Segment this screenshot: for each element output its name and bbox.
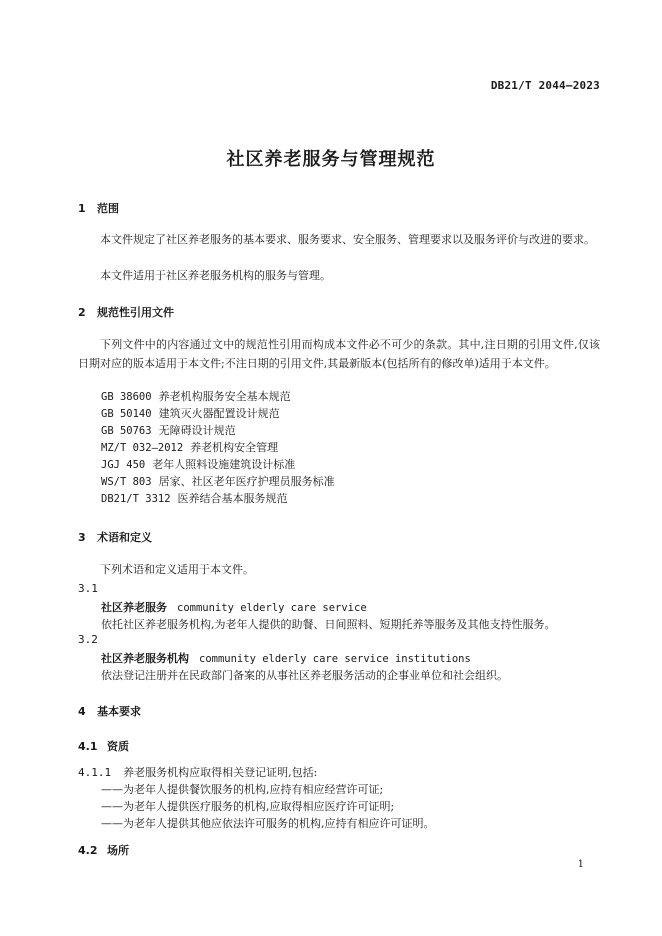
document-title: 社区养老服务与管理规范 — [226, 149, 436, 170]
section-title: 规范性引用文件 — [97, 306, 174, 319]
term-definition: 依法登记注册并在民政部门备案的从事社区养老服务活动的企事业单位和社会组织。 — [101, 669, 508, 682]
subsection-title: 场所 — [107, 844, 129, 857]
term-en: community elderly care service institutions — [199, 653, 471, 665]
list-item: ——为老年人提供餐饮服务的机构,应持有相应经营许可证; — [101, 783, 384, 796]
term-number: 3.2 — [78, 633, 98, 646]
section-3-paragraph-1: 下列术语和定义适用于本文件。 — [100, 563, 254, 576]
subsection-number: 4.2 — [78, 844, 98, 857]
reference-code: GB 50140 — [101, 408, 152, 420]
reference-item — [101, 490, 288, 508]
reference-code: WS/T 803 — [101, 476, 152, 488]
section-title: 术语和定义 — [97, 531, 152, 544]
reference-name: 建筑灭火器配置设计规范 — [158, 407, 280, 420]
reference-name: 养老机构服务安全基本规范 — [158, 390, 291, 403]
list-item: ——为老年人提供医疗服务的机构,应取得相应医疗许可证明; — [101, 800, 395, 813]
section-1-paragraph-2: 本文件适用于社区养老服务机构的服务与管理。 — [100, 269, 331, 282]
section-1-heading — [78, 200, 119, 216]
term-heading — [101, 650, 471, 666]
reference-item — [101, 388, 291, 406]
section-title: 基本要求 — [97, 705, 141, 718]
document-code: DB21/T 2044—2023 — [490, 79, 600, 92]
reference-name: 居家、社区老年医疗护理员服务标准 — [158, 475, 335, 488]
term-en: community elderly care service — [177, 602, 367, 614]
reference-item — [101, 456, 295, 474]
reference-code: GB 38600 — [101, 391, 152, 403]
clause-number: 4.1.1 — [78, 766, 112, 779]
section-number: 4 — [78, 705, 86, 718]
reference-item — [101, 422, 236, 440]
term-heading — [101, 599, 367, 615]
section-4-heading — [78, 703, 141, 719]
section-2-paragraph-1: 下列文件中的内容通过文中的规范性引用而构成本文件必不可少的条款。其中,注日期的引用文件,仅该日期对应的版本适用于本文件;不注日期的引用文件,其最新版本(包括所有的修改单)适用于本文件。 — [78, 338, 600, 370]
subsection-title: 资质 — [107, 740, 129, 753]
reference-name: 养老机构安全管理 — [190, 441, 279, 454]
reference-name: 无障碍设计规范 — [158, 424, 236, 437]
list-item: ——为老年人提供其他应依法许可服务的机构,应持有相应许可证明。 — [101, 817, 435, 830]
subsection-number: 4.1 — [78, 740, 98, 753]
reference-name: 医养结合基本服务规范 — [177, 492, 288, 505]
term-definition: 依托社区养老服务机构,为老年人提供的助餐、日间照料、短期托养等服务及其他支持性服务。 — [101, 618, 556, 631]
reference-item — [101, 473, 335, 491]
section-title: 范围 — [97, 202, 119, 215]
subsection-4-2-heading — [78, 842, 129, 858]
reference-code: GB 50763 — [101, 425, 152, 437]
clause-text: 养老服务机构应取得相关登记证明,包括: — [123, 766, 318, 779]
term-zh: 社区养老服务 — [101, 601, 167, 614]
section-1-paragraph-1: 本文件规定了社区养老服务的基本要求、服务要求、安全服务、管理要求以及服务评价与改进的要求。 — [100, 233, 595, 246]
clause-4-1-1 — [78, 764, 317, 780]
subsection-4-1-heading — [78, 738, 129, 754]
term-number: 3.1 — [78, 582, 98, 595]
section-3-heading — [78, 529, 152, 545]
section-number: 1 — [78, 202, 86, 215]
reference-code: DB21/T 3312 — [101, 493, 171, 505]
reference-item — [101, 405, 280, 423]
reference-item — [101, 439, 278, 457]
section-number: 2 — [78, 306, 86, 319]
section-number: 3 — [78, 531, 86, 544]
page-number: 1 — [577, 859, 584, 870]
reference-code: MZ/T 032—2012 — [101, 442, 184, 454]
reference-code: JGJ 450 — [101, 459, 146, 471]
section-2-heading — [78, 304, 174, 320]
reference-name: 老年人照料设施建筑设计标准 — [152, 458, 296, 471]
term-zh: 社区养老服务机构 — [101, 652, 189, 665]
